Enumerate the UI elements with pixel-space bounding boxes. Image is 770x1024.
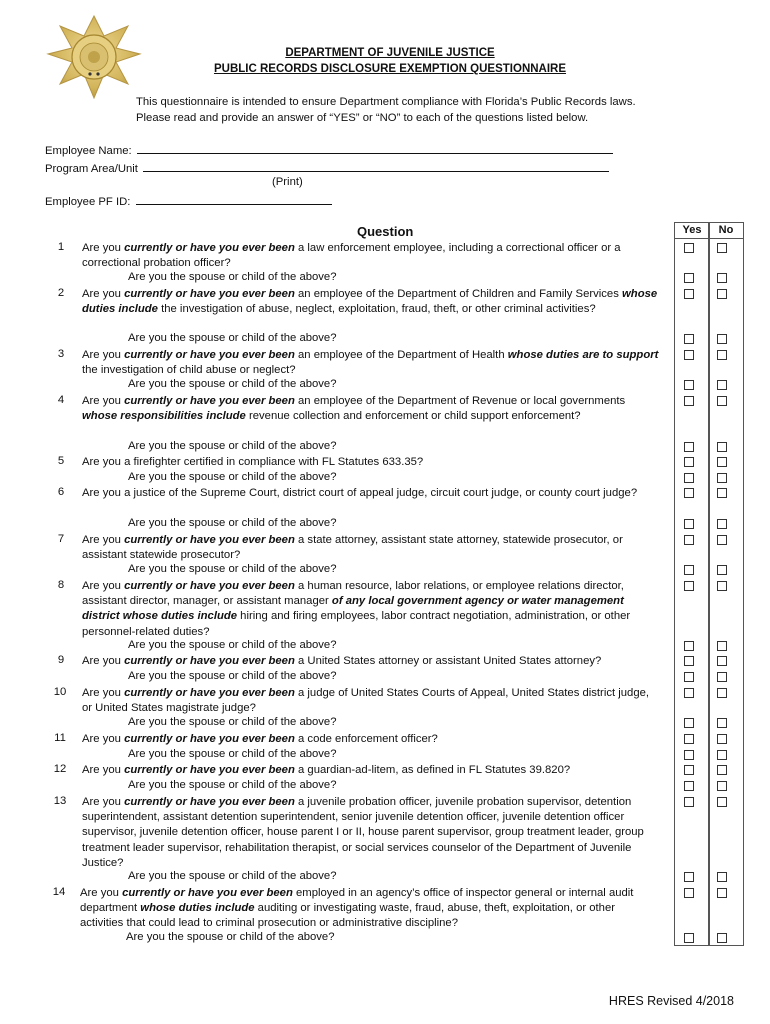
- spouse-yes-checkbox[interactable]: [684, 672, 694, 682]
- spouse-yes-checkbox[interactable]: [684, 519, 694, 529]
- question-text: Are you a firefighter certified in compliance with FL Statutes 633.35?: [82, 456, 424, 468]
- spouse-no-checkbox[interactable]: [717, 380, 727, 390]
- question-number: 4: [57, 394, 65, 406]
- document-title: DEPARTMENT OF JUVENILE JUSTICE: [285, 47, 495, 59]
- spouse-no-checkbox[interactable]: [717, 872, 727, 882]
- question-number: 14: [52, 886, 66, 898]
- no-checkbox[interactable]: [717, 734, 727, 744]
- yes-checkbox[interactable]: [684, 797, 694, 807]
- spouse-no-checkbox[interactable]: [717, 442, 727, 452]
- yes-checkbox[interactable]: [684, 535, 694, 545]
- employee-name-row: [45, 142, 613, 157]
- spouse-yes-checkbox[interactable]: [684, 718, 694, 728]
- pf-id-row: [45, 193, 332, 208]
- spouse-question: Are you the spouse or child of the above?: [128, 517, 337, 529]
- pf-id-field[interactable]: [136, 193, 332, 205]
- spouse-question: Are you the spouse or child of the above?: [128, 378, 337, 390]
- spouse-no-checkbox[interactable]: [717, 519, 727, 529]
- employee-name-label: Employee Name:: [45, 145, 132, 157]
- revision-footer: HRES Revised 4/2018: [608, 994, 734, 1008]
- no-checkbox[interactable]: [717, 350, 727, 360]
- spouse-question: Are you the spouse or child of the above?: [128, 779, 337, 791]
- yes-checkbox[interactable]: [684, 350, 694, 360]
- spouse-yes-checkbox[interactable]: [684, 933, 694, 943]
- yes-checkbox[interactable]: [684, 888, 694, 898]
- question-text: Are you currently or have you ever been a judge of United States Courts of Appeal, United States district judge, or United States magistrate judge?: [82, 687, 650, 715]
- no-checkbox[interactable]: [717, 581, 727, 591]
- program-area-label: Program Area/Unit: [45, 163, 138, 175]
- yes-checkbox[interactable]: [684, 243, 694, 253]
- spouse-no-checkbox[interactable]: [717, 781, 727, 791]
- spouse-no-checkbox[interactable]: [717, 273, 727, 283]
- no-checkbox[interactable]: [717, 797, 727, 807]
- spouse-question: Are you the spouse or child of the above?: [128, 563, 337, 575]
- program-area-row: [45, 160, 609, 175]
- yes-checkbox[interactable]: [684, 396, 694, 406]
- question-number: 1: [57, 241, 65, 253]
- spouse-yes-checkbox[interactable]: [684, 872, 694, 882]
- spouse-question: Are you the spouse or child of the above?: [128, 332, 337, 344]
- spouse-question: Are you the spouse or child of the above?: [128, 670, 337, 682]
- question-number: 9: [57, 654, 65, 666]
- spouse-no-checkbox[interactable]: [717, 565, 727, 575]
- spouse-yes-checkbox[interactable]: [684, 273, 694, 283]
- spouse-question: Are you the spouse or child of the above?: [128, 440, 337, 452]
- question-number: 7: [57, 533, 65, 545]
- spouse-yes-checkbox[interactable]: [684, 565, 694, 575]
- spouse-yes-checkbox[interactable]: [684, 442, 694, 452]
- program-area-field[interactable]: [143, 160, 609, 172]
- question-text: Are you currently or have you ever been a law enforcement employee, including a correctional officer or a correctional probation officer?: [82, 242, 621, 270]
- spouse-yes-checkbox[interactable]: [684, 380, 694, 390]
- question-number: 13: [53, 795, 67, 807]
- no-checkbox[interactable]: [717, 457, 727, 467]
- question-number: 10: [53, 686, 67, 698]
- yes-checkbox[interactable]: [684, 457, 694, 467]
- spouse-question: Are you the spouse or child of the above?: [128, 870, 337, 882]
- question-text: Are you currently or have you ever been an employee of the Department of Health whose duties are to support the investigation of child abuse or neglect?: [82, 349, 659, 377]
- yes-checkbox[interactable]: [684, 765, 694, 775]
- intro-line-1: This questionnaire is intended to ensure Department compliance with Florida’s Public Records laws.: [136, 96, 636, 108]
- question-number: 11: [54, 732, 66, 744]
- no-checkbox[interactable]: [717, 396, 727, 406]
- spouse-no-checkbox[interactable]: [717, 718, 727, 728]
- intro-line-2: Please read and provide an answer of “YES” or “NO” to each of the questions listed below.: [136, 111, 589, 124]
- question-text: Are you currently or have you ever been a state attorney, assistant state attorney, statewide prosecutor, or assistant statewide prosecutor?: [82, 534, 623, 562]
- spouse-no-checkbox[interactable]: [717, 641, 727, 651]
- question-text: Are you currently or have you ever been employed in an agency’s office of inspector general or internal audit department whose duties include auditing or investigating waste, fraud, abuse, theft, exploitation, or other activities that could lead to criminal prosecution or administrative discipline?: [80, 887, 634, 930]
- no-checkbox[interactable]: [717, 488, 727, 498]
- spouse-no-checkbox[interactable]: [717, 933, 727, 943]
- no-checkbox[interactable]: [717, 688, 727, 698]
- spouse-no-checkbox[interactable]: [717, 750, 727, 760]
- question-number: 6: [57, 486, 65, 498]
- spouse-no-checkbox[interactable]: [717, 334, 727, 344]
- print-note: (Print): [272, 176, 303, 188]
- no-checkbox[interactable]: [717, 656, 727, 666]
- intro-paragraph: [136, 95, 736, 126]
- spouse-yes-checkbox[interactable]: [684, 641, 694, 651]
- no-checkbox[interactable]: [717, 535, 727, 545]
- spouse-question: Are you the spouse or child of the above?: [128, 471, 337, 483]
- question-number: 2: [57, 287, 65, 299]
- spouse-yes-checkbox[interactable]: [684, 473, 694, 483]
- question-number: 8: [57, 579, 65, 591]
- question-text: Are you currently or have you ever been an employee of the Department of Children and Family Services whose duties include the investigation of abuse, neglect, exploitation, fraud, theft, or other criminal activities?: [82, 288, 658, 316]
- question-column-header: Question: [357, 224, 414, 239]
- document-subtitle: PUBLIC RECORDS DISCLOSURE EXEMPTION QUESTIONNAIRE: [213, 63, 567, 75]
- question-text: Are you a justice of the Supreme Court, district court of appeal judge, circuit court judge, or county court judge?: [82, 487, 638, 499]
- spouse-question: Are you the spouse or child of the above?: [128, 639, 337, 651]
- spouse-question: Are you the spouse or child of the above?: [128, 716, 337, 728]
- yes-column-header: Yes: [682, 224, 702, 236]
- spouse-question: Are you the spouse or child of the above?: [128, 271, 337, 283]
- spouse-no-checkbox[interactable]: [717, 473, 727, 483]
- no-checkbox[interactable]: [717, 289, 727, 299]
- yes-checkbox[interactable]: [684, 289, 694, 299]
- spouse-yes-checkbox[interactable]: [684, 781, 694, 791]
- employee-name-field[interactable]: [137, 142, 613, 154]
- question-text: Are you currently or have you ever been a United States attorney or assistant United States attorney?: [82, 655, 602, 667]
- pf-id-label: Employee PF ID:: [45, 196, 131, 208]
- no-checkbox[interactable]: [717, 243, 727, 253]
- question-number: 3: [57, 348, 65, 360]
- yes-checkbox[interactable]: [684, 581, 694, 591]
- yes-checkbox[interactable]: [684, 734, 694, 744]
- header-divider: [675, 238, 743, 239]
- no-checkbox[interactable]: [717, 765, 727, 775]
- spouse-no-checkbox[interactable]: [717, 672, 727, 682]
- spouse-question: Are you the spouse or child of the above?: [128, 748, 337, 760]
- question-text: Are you currently or have you ever been a guardian-ad-litem, as defined in FL Statutes 39.820?: [82, 764, 571, 776]
- question-text: Are you currently or have you ever been a juvenile probation officer, juvenile probation supervisor, detention superintendent, assistant detention superintendent, senior juvenile detention officer, juvenile detention officer supervisor, juvenile detention officer, house parent I or II, house parent supervisor, group treatment leader, group treatment leader supervisor, rehabilitation therapist, or social services counselor of the Department of Juvenile Justice?: [82, 796, 644, 869]
- question-text: Are you currently or have you ever been a human resource, labor relations, or employee relations director, assistant director, manager, or assistant manager of any local government agency or water management district whose duties include hiring and firing employees, labor contract negotiation, administration, or other personnel-related duties?: [82, 580, 631, 638]
- no-checkbox[interactable]: [717, 888, 727, 898]
- question-number: 12: [53, 763, 67, 775]
- spouse-question: Are you the spouse or child of the above?: [126, 931, 335, 943]
- yes-checkbox[interactable]: [684, 688, 694, 698]
- no-column-header: No: [718, 224, 734, 236]
- spouse-yes-checkbox[interactable]: [684, 750, 694, 760]
- yes-checkbox[interactable]: [684, 656, 694, 666]
- question-text: Are you currently or have you ever been an employee of the Department of Revenue or local governments whose responsibilities include revenue collection and enforcement or child support enforcement?: [82, 395, 626, 423]
- question-number: 5: [57, 455, 65, 467]
- spouse-yes-checkbox[interactable]: [684, 334, 694, 344]
- question-text: Are you currently or have you ever been a code enforcement officer?: [82, 733, 438, 745]
- yes-checkbox[interactable]: [684, 488, 694, 498]
